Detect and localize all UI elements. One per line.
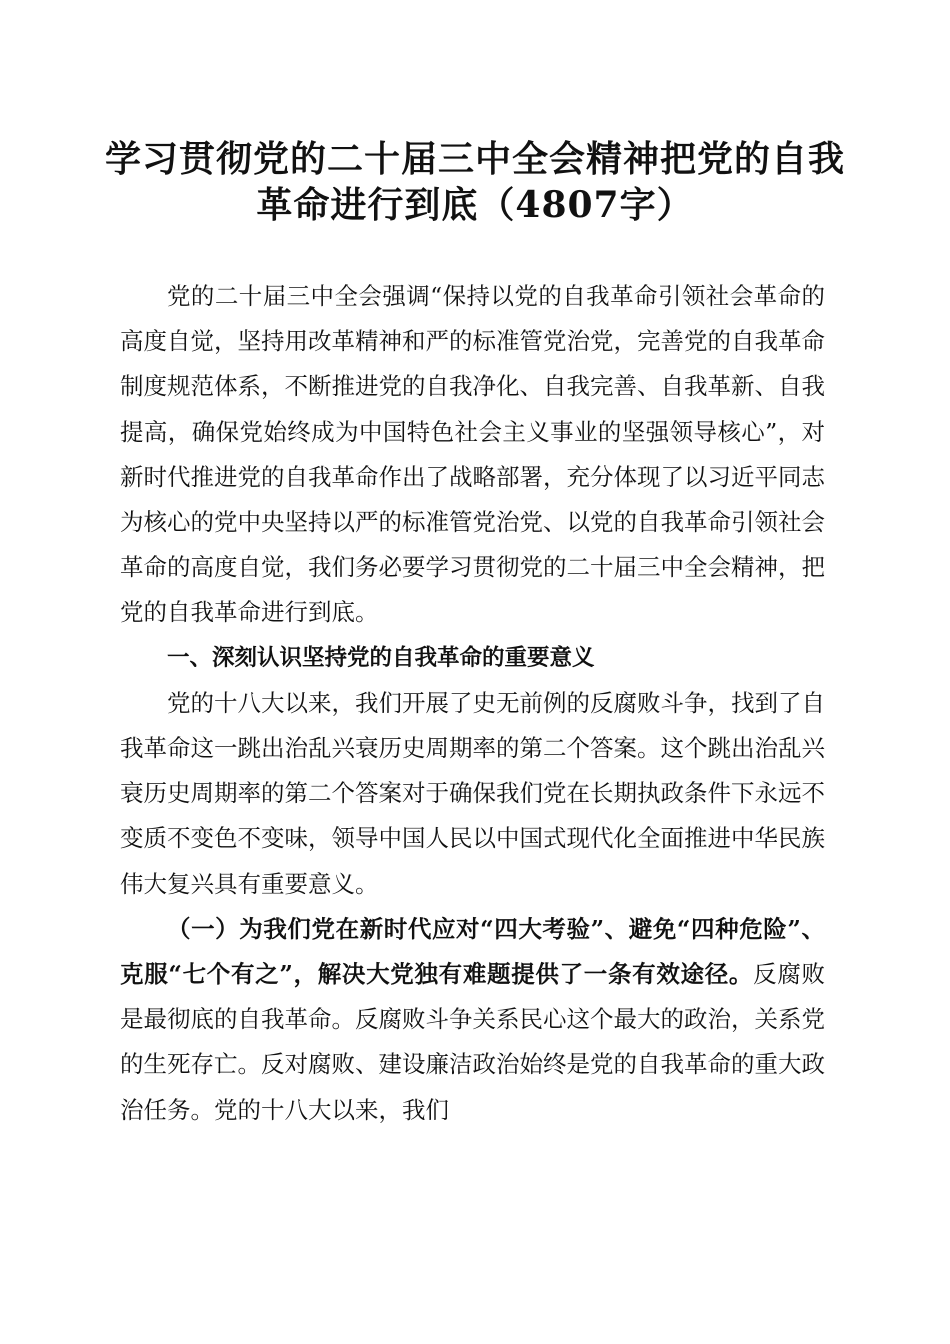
intro-paragraph: 党的二十届三中全会强调“保持以党的自我革命引领社会革命的高度自觉，坚持用改革精神和严的标准管党治党，完善党的自我革命制度规范体系，不断推进党的自我净化、自我完善、自我革新、自我提高，确保党始终成为中国特色社会主义事业的坚强领导核心”，对新时代推进党的自我革命作出了战略部署，充分体现了以习近平同志为核心的党中央坚持以严的标准管党治党、以党的自我革命引领社会革命的高度自觉，我们务必要学习贯彻党的二十届三中全会精神，把党的自我革命进行到底。	[120, 282, 825, 627]
subsection-1-text: 反腐败是最彻底的自我革命。反腐败斗争关系民心这个最大的政治，关系党的生死存亡。反对腐败、建设廉洁政治始终是党的自我革命的重大政治任务。党的十八大以来，我们	[120, 960, 826, 1124]
section-1-paragraph: 党的十八大以来，我们开展了史无前例的反腐败斗争，找到了自我革命这一跳出治乱兴衰历史周期率的第二个答案。这个跳出治乱兴衰历史周期率的第二个答案对于确保我们党在长期执政条件下永远不变质不变色不变味，领导中国人民以中国式现代化全面推进中华民族伟大复兴具有重要意义。	[120, 688, 825, 898]
document-body	[120, 274, 825, 1133]
document-title-line-2: 革命进行到底（4807字）	[256, 184, 694, 226]
subsection-heading-1: （一）为我们党在新时代应对“四大考验”、避免“四种危险”、克服“七个有之”，解决大党独有难题提供了一条有效途径。	[120, 914, 825, 989]
section-heading-1: 一、深刻认识坚持党的自我革命的重要意义	[167, 644, 595, 671]
subsection-1-paragraph	[120, 907, 825, 1133]
document-title-line-1: 学习贯彻党的二十届三中全会精神把党的自我	[104, 138, 845, 180]
